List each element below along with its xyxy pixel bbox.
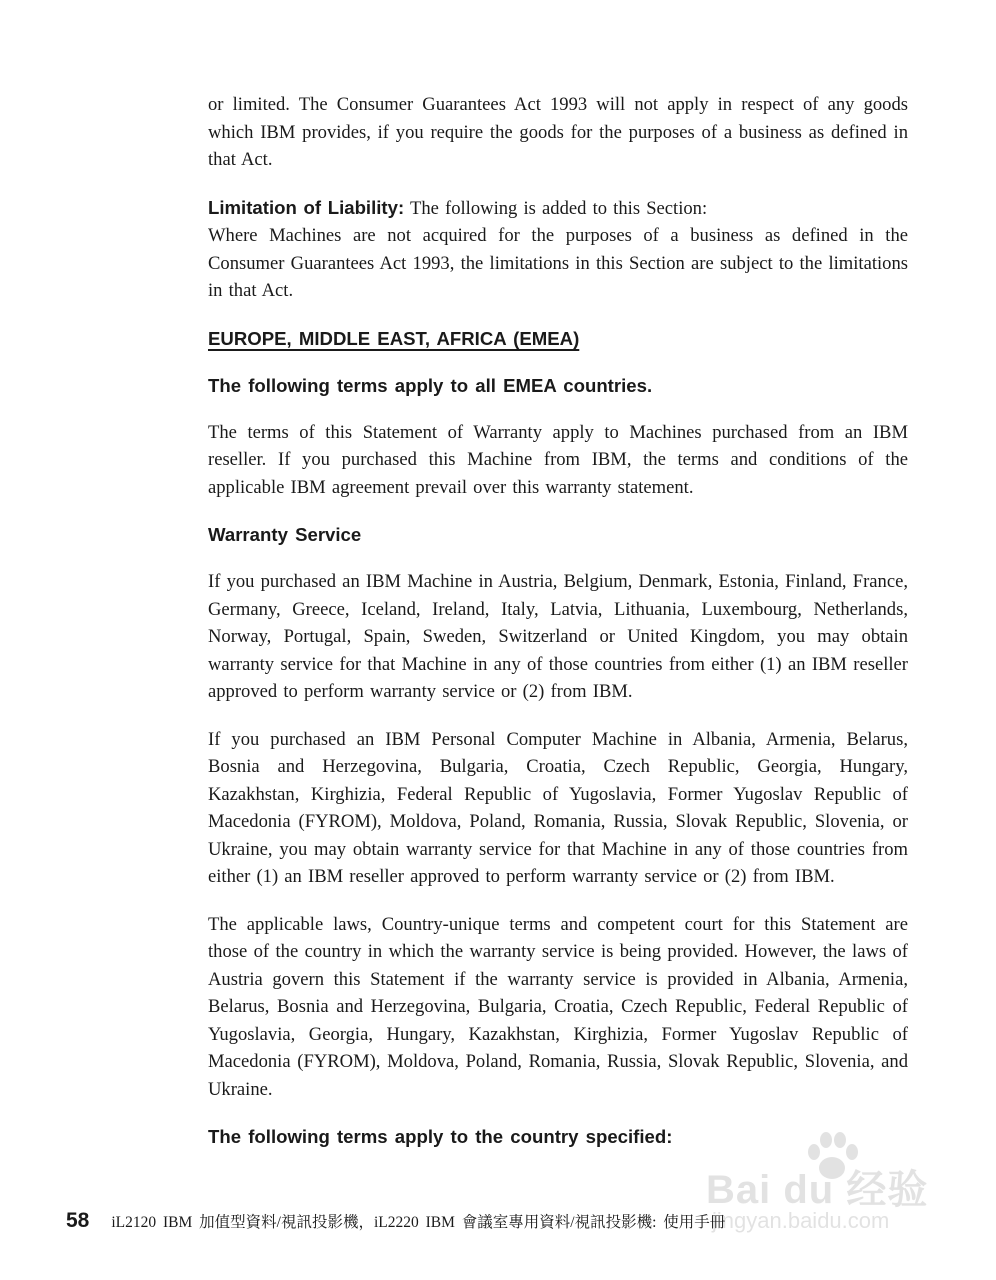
paragraph-limitation-of-liability — [208, 194, 908, 223]
paragraph-applicable-laws: The applicable laws, Country-unique terms and competent court for this Statement are those of the country in which the warranty service is being provided. However, the laws of Austria govern this Statement if the warranty service is provided in Albania, Armenia, Belarus, Bosnia and Herzegovina, Bulgaria, Croatia, Czech Republic, Federal Republic of Yugoslavia, Georgia, Hungary, Kazakhstan, Kirghizia, Former Yugoslav Republic of Macedonia (FYROM), Moldova, Poland, Romania, Russia, Slovak Republic, Slovenia, and Ukraine. — [208, 913, 908, 1100]
watermark-url: jingyan.baidu.com — [712, 1208, 890, 1233]
paragraph-consumer-guarantees: or limited. The Consumer Guarantees Act 1993 will not apply in respect of any goods which IBM provides, if you require the goods for the purposes of a business as defined in that Act. — [208, 94, 908, 170]
page-number: 58 — [66, 1209, 90, 1232]
limitation-of-liability-intro: The following is added to this Section: — [404, 197, 708, 219]
paragraph-machines-not-acquired: Where Machines are not acquired for the purposes of a business as defined in the Consumer Guarantees Act 1993, the limitations in this Section are subject to the limitations in that Act. — [208, 225, 908, 301]
limitation-of-liability-label: Limitation of Liability: — [208, 196, 405, 218]
page-footer — [66, 1209, 725, 1239]
baidu-watermark — [700, 1128, 940, 1240]
paragraph-terms-of-statement: The terms of this Statement of Warranty apply to Machines purchased from an IBM reseller. If you purchased this Machine from IBM, the terms and conditions of the applicable IBM agreement prevail over this warranty statement. — [208, 421, 908, 498]
heading-emea — [208, 325, 908, 352]
text-column — [208, 91, 908, 1150]
paragraph-personal-computer-countries: If you purchased an IBM Personal Computer Machine in Albania, Armenia, Belarus, Bosnia and Herzegovina, Bulgaria, Croatia, Czech Republic, Georgia, Hungary, Kazakhstan, Kirghizia, Federal Republic of Yugoslavia, Former Yugoslav Republic of Macedonia (FYROM), Moldova, Poland, Romania, Russia, Slovak Republic, Slovenia, or Ukraine, you may obtain warranty service for that Machine in any of those countries from either (1) an IBM reseller approved to perform warranty service or (2) from IBM. — [208, 728, 908, 887]
heading-all-emea-countries: The following terms apply to all EMEA countries. — [208, 374, 653, 396]
watermark-brand: Bai du 经验 — [706, 1168, 929, 1212]
heading-warranty-service: Warranty Service — [208, 524, 362, 545]
manual-title: iL2120 IBM 加值型資料/視訊投影機，iL2220 IBM 會議室專用資料/視訊投影機: 使用手冊 — [111, 1214, 726, 1231]
emea-title: EUROPE, MIDDLE EAST, AFRICA (EMEA) — [208, 327, 580, 349]
heading-country-specified: The following terms apply to the country specified: — [208, 1126, 673, 1147]
paragraph-ibm-machine-countries: If you purchased an IBM Machine in Austria, Belgium, Denmark, Estonia, Finland, France, Germany, Greece, Iceland, Ireland, Italy, Latvia, Lithuania, Luxembourg, Netherlands, Norway, Portugal, Spain, Sweden, Switzerland or United Kingdom, you may obtain warranty service for that Machine in any of those countries from either (1) an IBM reseller approved to perform warranty service or (2) from IBM. — [208, 571, 908, 702]
